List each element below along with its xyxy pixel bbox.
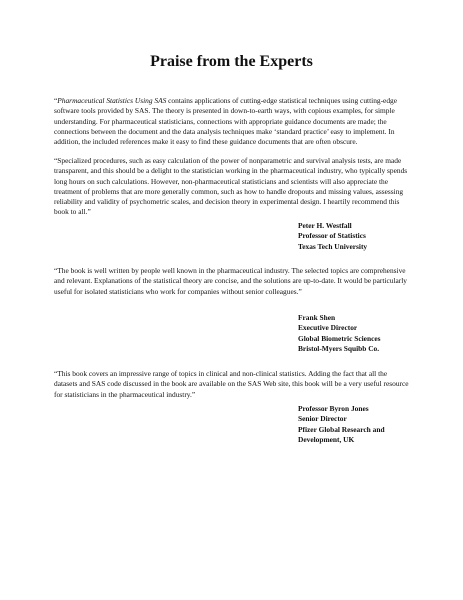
author-organization: Pfizer Global Research and Development, UK [298,424,385,444]
author-role: Executive Director [298,323,358,333]
quote-paragraph: “Pharmaceutical Statistics Using SAS contains applications of cutting-edge statistical techniques using cutting-edge software tools provided by SAS. The theory is presented in down-to-earth ways, with copious examples, for simple understanding. For pharmaceutical statisticians, connections with appropriate guidance documents are made; the connections between the document and the data analysis techniques make ‘standard practice’ easy to implement. In addition, the included references make it easy to find these guidance documents that are often obscure. [54,96,397,147]
quote-paragraph: “The book is well written by people well known in the pharmaceutical industry. The selected topics are comprehensive and relevant. Explanations of the statistical theory are concise, and the solutions are up-to-date. It would be particularly useful for isolated statisticians who work for companies without senior colleagues.” [54,266,407,296]
author-organization: Global Biometric Sciences [298,333,381,343]
signature-block [298,313,438,354]
quote-text: contains applications of cutting-edge statistical techniques using cutting-edge software tools provided by SAS. The theory is presented in down-to-earth ways, with copious examples, for simple understanding. For pharmaceutical statisticians, connections with appropriate guidance documents are made; the connections between the document and the data analysis techniques make ‘standard practice’ easy to implement. In addition, the included references make it easy to find these guidance documents that are often obscure. [54,96,397,147]
book-title: Pharmaceutical Statistics Using SAS [57,96,167,105]
author-name: Peter H. Westfall [298,221,352,230]
author-role: Senior Director [298,414,347,424]
author-organization: Texas Tech University [298,241,368,251]
signature-block [298,221,438,252]
page-title: Praise from the Experts [150,53,313,70]
author-role: Professor of Statistics [298,231,366,241]
author-name: Frank Shen [298,313,336,322]
author-organization: Bristol-Myers Squibb Co. [298,343,380,353]
signature-block [298,404,408,445]
author-name: Professor Byron Jones [298,404,369,413]
quote-paragraph: “This book covers an impressive range of topics in clinical and non-clinical statistics. Adding the fact that all the datasets and SAS code discussed in the book are available on the SAS Web site, this book will be a very useful resource for statisticians in the pharmaceutical industry.” [54,369,409,399]
quote-paragraph: “Specialized procedures, such as easy calculation of the power of nonparametric and survival analysis tests, are made transparent, and this should be a delight to the statistician working in the pharmaceutical industry, who typically spends long hours on such calculations. However, non-pharmaceutical statisticians and scientists will also appreciate the treatment of problems that are more generally common, such as how to handle dropouts and missing values, assessing reliability and validity of psychometric scales, and decision theory in experimental design. I heartily recommend this book to all.” [54,156,408,217]
